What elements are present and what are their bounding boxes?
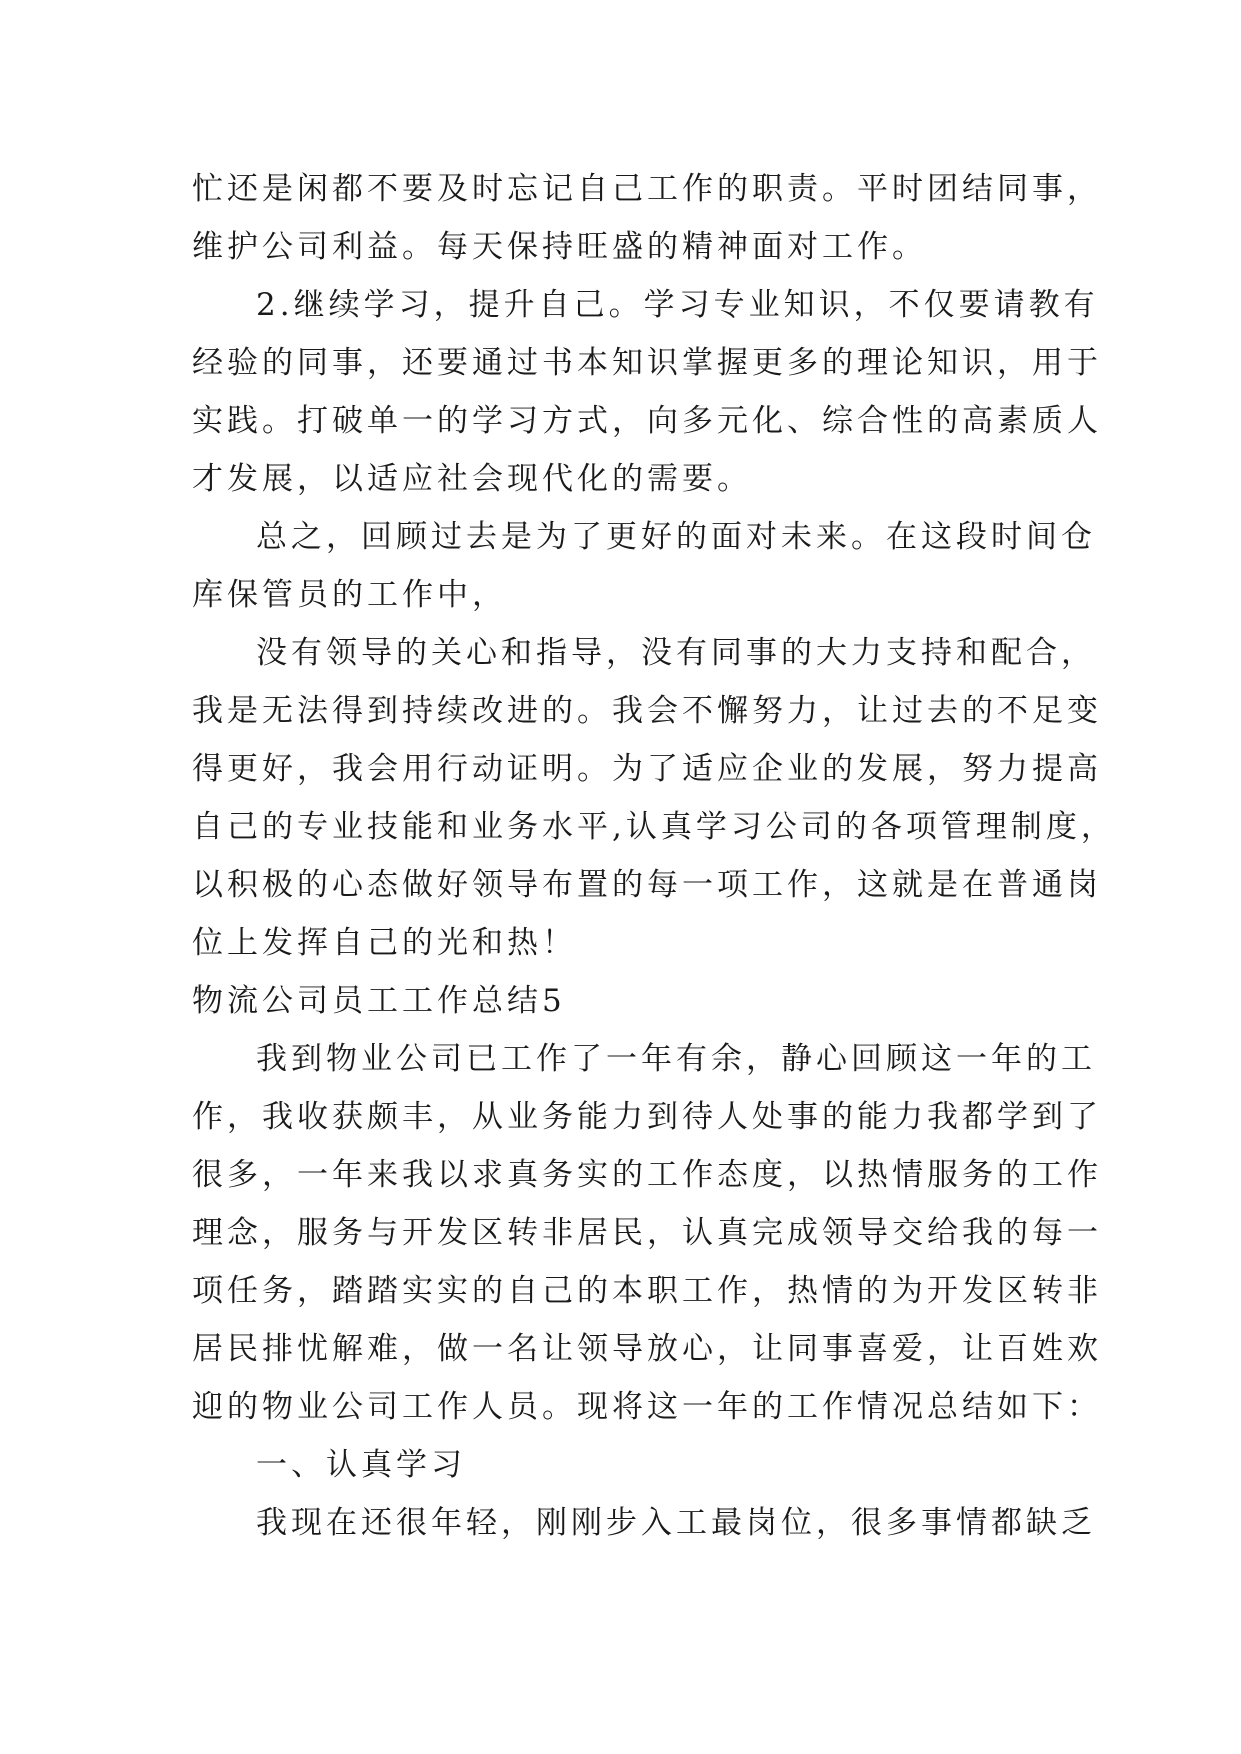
text-line: 经验的同事，还要通过书本知识掌握更多的理论知识，用于 [192, 345, 1102, 381]
text-line: 库保管员的工作中， [192, 577, 507, 613]
text-line: 迎的物业公司工作人员。现将这一年的工作情况总结如下： [192, 1389, 1102, 1425]
text-line: 总之，回顾过去是为了更好的面对未来。在这段时间仓 [256, 519, 1096, 555]
text-line: 以积极的心态做好领导布置的每一项工作，这就是在普通岗 [192, 867, 1102, 903]
text-line: 我到物业公司已工作了一年有余，静心回顾这一年的工 [256, 1041, 1096, 1077]
text-line: 很多，一年来我以求真务实的工作态度，以热情服务的工作 [192, 1157, 1102, 1193]
text-line: 理念，服务与开发区转非居民，认真完成领导交给我的每一 [192, 1215, 1102, 1251]
text-line: 2.继续学习，提升自己。学习专业知识，不仅要请教有 [256, 287, 1099, 323]
subheading: 一、认真学习 [256, 1447, 466, 1483]
text-line: 作，我收获颇丰，从业务能力到待人处事的能力我都学到了 [192, 1099, 1102, 1135]
text-line: 位上发挥自己的光和热！ [192, 925, 577, 961]
text-line: 才发展，以适应社会现代化的需要。 [192, 461, 752, 497]
text-line: 我是无法得到持续改进的。我会不懈努力，让过去的不足变 [192, 693, 1102, 729]
text-line: 没有领导的关心和指导，没有同事的大力支持和配合， [256, 635, 1096, 671]
text-line: 得更好，我会用行动证明。为了适应企业的发展，努力提高 [192, 751, 1102, 787]
text-line: 我现在还很年轻，刚刚步入工最岗位，很多事情都缺乏 [256, 1505, 1096, 1541]
section-heading: 物流公司员工工作总结5 [192, 983, 566, 1019]
text-line: 忙还是闲都不要及时忘记自己工作的职责。平时团结同事， [192, 171, 1102, 207]
text-line: 居民排忧解难，做一名让领导放心，让同事喜爱，让百姓欢 [192, 1331, 1102, 1367]
text-line: 实践。打破单一的学习方式，向多元化、综合性的高素质人 [192, 403, 1102, 439]
text-line: 维护公司利益。每天保持旺盛的精神面对工作。 [192, 229, 927, 265]
text-line: 项任务，踏踏实实的自己的本职工作，热情的为开发区转非 [192, 1273, 1102, 1309]
text-line: 自己的专业技能和业务水平,认真学习公司的各项管理制度， [192, 809, 1116, 845]
